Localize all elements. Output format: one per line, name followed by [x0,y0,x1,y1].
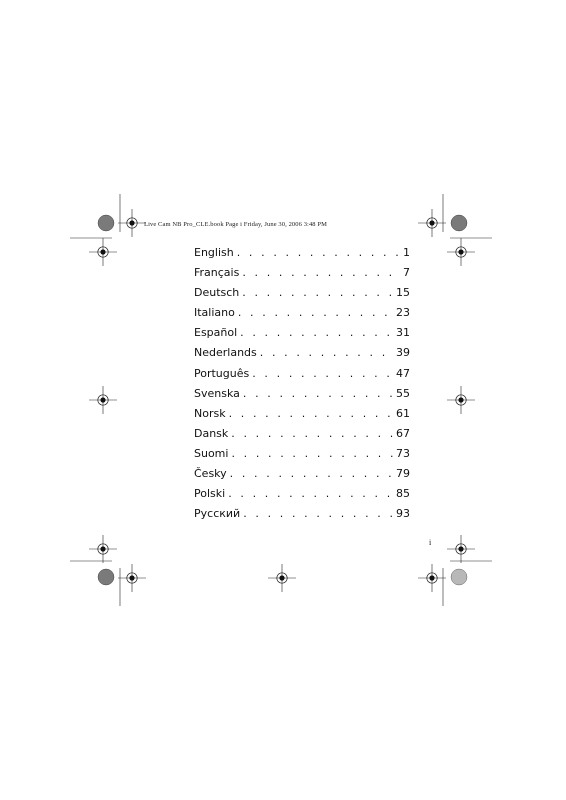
toc-page-number: 31 [396,326,410,340]
toc-language-label: Suomi [194,446,229,460]
toc-entry[interactable] [194,507,410,527]
toc-entry[interactable] [194,487,410,507]
toc-leader-dots [228,487,393,500]
toc-page-number: 73 [396,446,410,460]
registration-mark-icon [268,564,296,592]
toc-leader-dots [238,306,393,319]
toc-language-label: Nederlands [194,346,257,360]
toc-page-number: 61 [396,406,410,420]
toc-leader-dots [242,286,393,299]
toc-entry[interactable] [194,447,410,467]
toc-page-number: 15 [396,286,410,300]
toc-page-number: 79 [396,467,410,481]
toc-page-number: 1 [403,246,410,259]
registration-mark-icon [447,386,475,414]
toc-language-label: Français [194,266,240,280]
toc-page-number: 93 [396,507,410,521]
toc-entry[interactable] [194,266,410,286]
toc-page-number: 67 [396,426,410,440]
registration-mark-icon [118,209,146,237]
gray-swatch-icon [451,569,467,585]
toc-leader-dots [243,507,393,520]
crop-mark-icon [443,194,492,238]
registration-mark-icon [418,209,446,237]
toc-language-label: Česky [194,467,227,481]
registration-mark-icon [447,238,475,266]
toc-language-label: Português [194,366,250,380]
gray-swatch-icon [98,215,114,231]
toc-language-label: Español [194,326,238,340]
registration-mark-icon [447,535,475,563]
registration-mark-icon [89,238,117,266]
toc-entry[interactable] [194,427,410,447]
toc-language-label: Deutsch [194,286,240,300]
toc-leader-dots [229,407,393,420]
toc-language-label: Русский [194,507,241,521]
toc-leader-dots [231,447,393,460]
toc-leader-dots [243,387,393,400]
toc-page-number: 47 [396,366,410,380]
registration-mark-icon [89,386,117,414]
gray-swatch-icon [98,569,114,585]
toc-language-label: Norsk [194,406,226,420]
toc-language-label: Dansk [194,426,229,440]
toc-page-number: 85 [396,487,410,501]
registration-mark-icon [118,564,146,592]
toc-leader-dots [252,367,393,380]
toc-page-number: 23 [396,306,410,320]
crop-mark-icon [70,561,120,606]
toc-leader-dots [237,246,400,259]
crop-mark-icon [70,194,120,238]
toc-page-number: 7 [403,266,410,280]
toc-entry[interactable] [194,286,410,306]
registration-mark-icon [418,564,446,592]
toc-entry[interactable] [194,326,410,346]
table-of-contents [194,246,410,527]
toc-leader-dots [242,266,400,279]
toc-leader-dots [231,427,393,440]
toc-leader-dots [240,326,393,339]
crop-mark-icon [443,561,492,606]
toc-language-label: English [194,246,234,259]
page-number: i [429,538,432,547]
toc-language-label: Svenska [194,386,240,400]
gray-swatch-icon [451,215,467,231]
toc-entry[interactable] [194,246,410,266]
toc-leader-dots [260,346,393,359]
toc-entry[interactable] [194,407,410,427]
toc-entry[interactable] [194,306,410,326]
toc-entry[interactable] [194,367,410,387]
toc-entry[interactable] [194,387,410,407]
toc-language-label: Italiano [194,306,235,320]
registration-mark-icon [89,535,117,563]
book-header: Live Cam NB Pro_CLE.book Page i Friday, June 30, 2006 3:48 PM [144,221,327,228]
toc-entry[interactable] [194,467,410,487]
toc-entry[interactable] [194,346,410,366]
toc-page-number: 55 [396,386,410,400]
toc-language-label: Polski [194,487,226,501]
toc-leader-dots [230,467,393,480]
toc-page-number: 39 [396,346,410,360]
